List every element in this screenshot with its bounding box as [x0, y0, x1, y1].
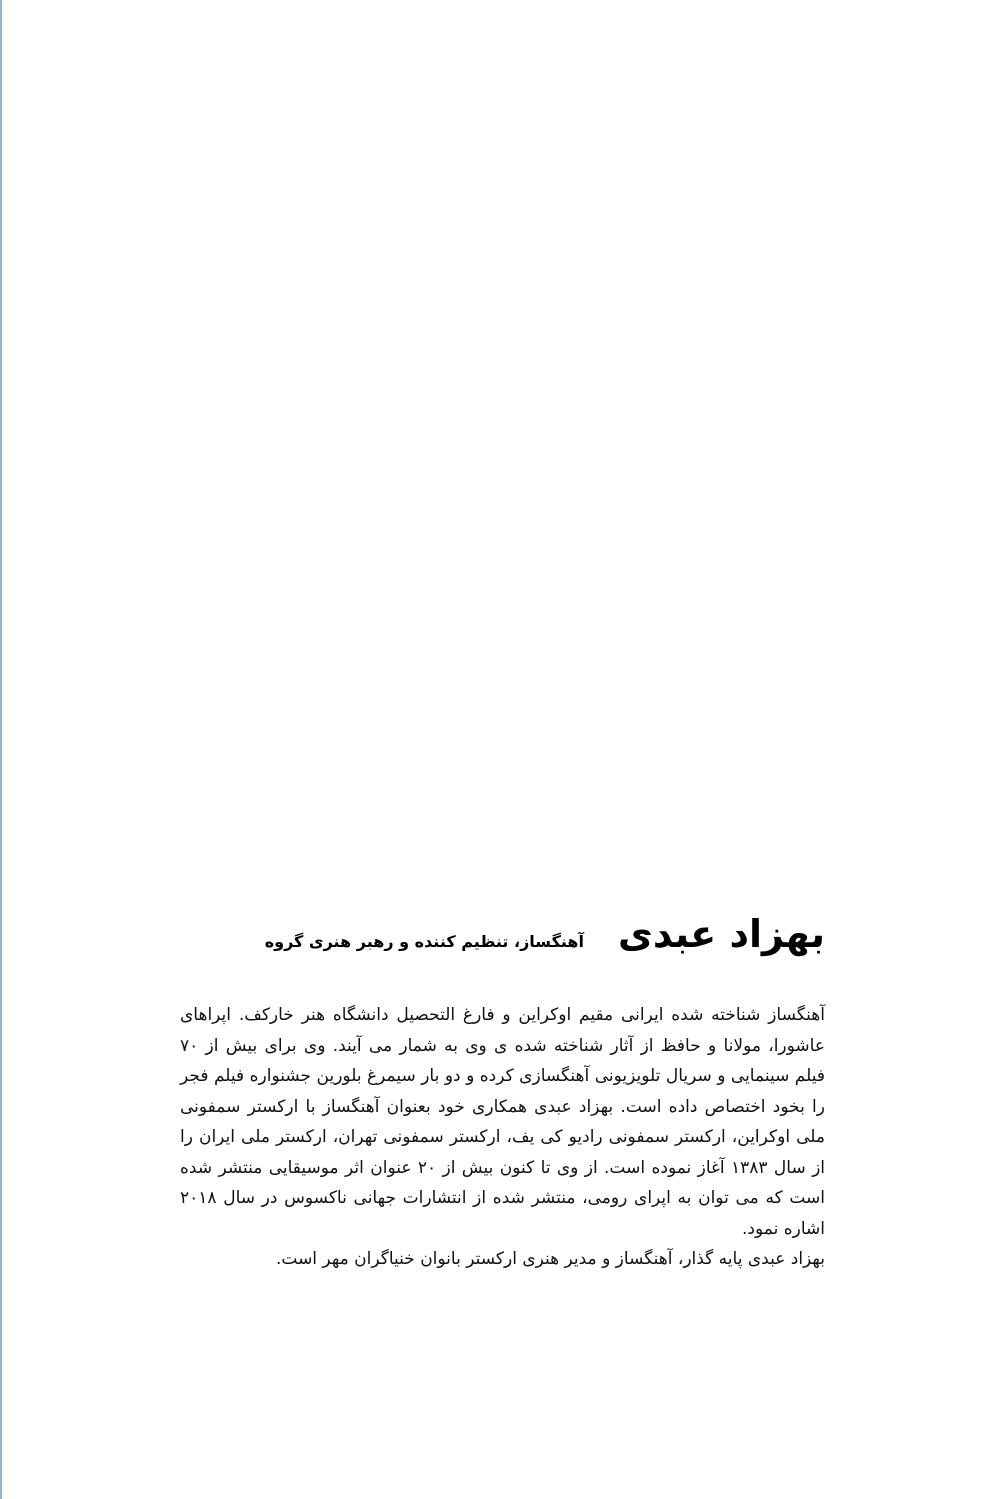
- page-edge-line: [0, 0, 2, 1499]
- artist-biography: [180, 1000, 825, 1275]
- artist-header: [150, 912, 825, 958]
- biography-paragraph-1: آهنگساز شناخته شده ایرانی مقیم اوکراین و فارغ التحصیل دانشگاه هنر خارکف. اپراهای عاشورا، مولانا و حافظ از آثار شناخته شده ی وی به شمار می آیند. وی برای بیش از ۷۰ فیلم سینمایی و سریال تلویزیونی آهنگسازی کرده و دو بار سیمرغ بلورین جشنواره فیلم فجر را بخود اختصاص داده است. بهزاد عبدی همکاری خود بعنوان آهنگساز با ارکستر سمفونی ملی اوکراین، ارکستر سمفونی رادیو کی یف، ارکستر سمفونی تهران، ارکستر ملی ایران را از سال ۱۳۸۳ آغاز نموده است. از وی تا کنون بیش از ۲۰ عنوان اثر موسیقایی منتشر شده است که می توان به اپرای رومی، منتشر شده از انتشارات جهانی ناکسوس در سال ۲۰۱۸ اشاره نمود.: [180, 1005, 826, 1239]
- artist-name: بهزاد عبدی: [618, 912, 825, 956]
- artist-subtitle: آهنگساز، تنظیم کننده و رهبر هنری گروه: [264, 932, 584, 951]
- biography-paragraph-2: بهزاد عبدی پایه گذار، آهنگساز و مدیر هنری ارکستر بانوان خنیاگران مهر است.: [275, 1249, 825, 1269]
